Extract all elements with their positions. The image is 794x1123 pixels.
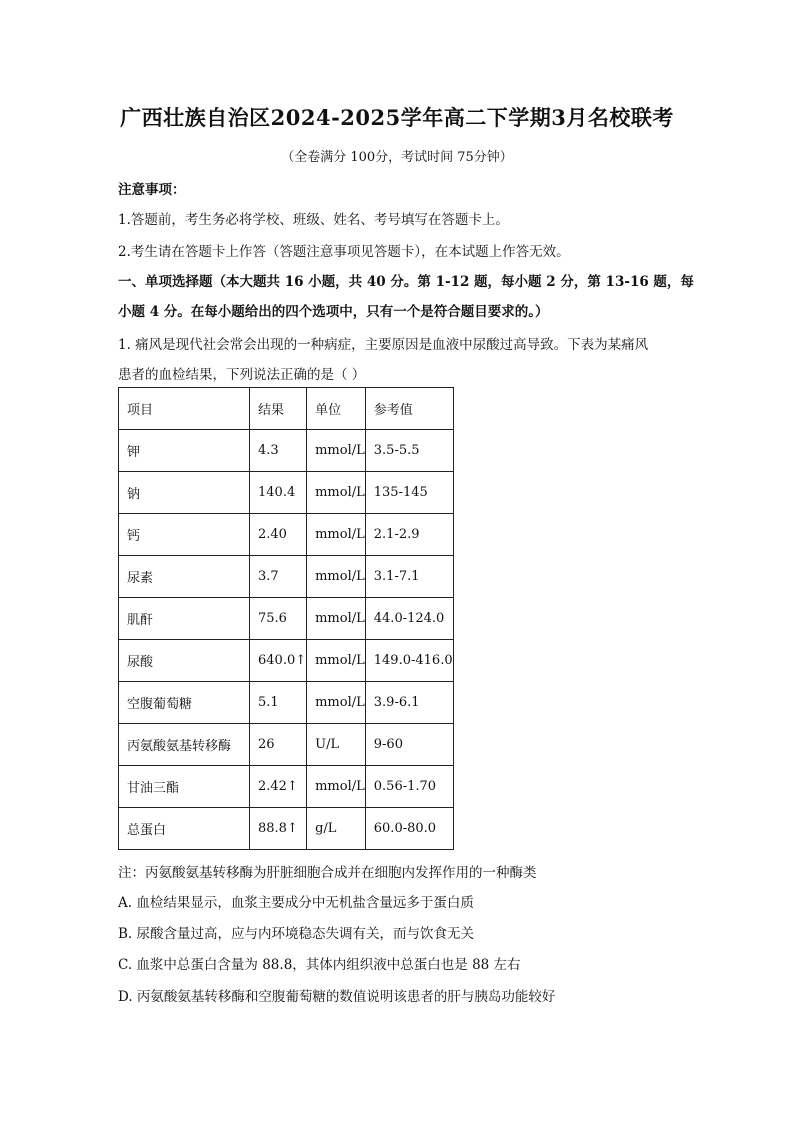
table-cell: 5.1 xyxy=(250,682,307,724)
table-cell: 钠 xyxy=(119,472,250,514)
table-header-cell: 单位 xyxy=(307,388,366,430)
table-cell: 9-60 xyxy=(365,724,453,766)
table-cell: 2.40 xyxy=(250,514,307,556)
section-heading-line2: 小题 4 分。在每小题给出的四个选项中，只有一个是符合题目要求的。） xyxy=(118,304,549,320)
table-cell: mmol/L xyxy=(307,514,366,556)
option-a: A. 血检结果显示，血浆主要成分中无机盐含量远多于蛋白质 xyxy=(118,895,474,911)
table-cell: 135-145 xyxy=(365,472,453,514)
page-title: 广西壮族自治区2024-2025学年高二下学期3月名校联考 xyxy=(120,105,674,130)
option-c: C. 血浆中总蛋白含量为 88.8，其体内组织液中总蛋白也是 88 左右 xyxy=(118,957,521,973)
table-note: 注：丙氨酸氨基转移酶为肝脏细胞合成并在细胞内发挥作用的一种酶类 xyxy=(118,865,537,881)
table-cell: 75.6 xyxy=(250,598,307,640)
table-cell: 3.1-7.1 xyxy=(365,556,453,598)
table-cell: mmol/L xyxy=(307,472,366,514)
table-cell: mmol/L xyxy=(307,556,366,598)
table-cell: 2.1-2.9 xyxy=(365,514,453,556)
table-row xyxy=(119,640,454,682)
table-row xyxy=(119,472,454,514)
table-cell: 140.4 xyxy=(250,472,307,514)
table-cell: 44.0-124.0 xyxy=(365,598,453,640)
table-header-cell: 参考值 xyxy=(365,388,453,430)
table-cell: 尿酸 xyxy=(119,640,250,682)
table-cell: 3.5-5.5 xyxy=(365,430,453,472)
table-row xyxy=(119,556,454,598)
table-row xyxy=(119,808,454,850)
table-cell: mmol/L xyxy=(307,430,366,472)
table-cell: 149.0-416.0 xyxy=(365,640,453,682)
blood-test-table xyxy=(118,387,454,850)
question-stem-line2: 患者的血检结果，下列说法正确的是（ ） xyxy=(118,367,366,383)
table-row xyxy=(119,430,454,472)
question-stem-line1: 1. 痛风是现代社会常会出现的一种病症，主要原因是血液中尿酸过高导致。下表为某痛风 xyxy=(118,337,649,353)
table-cell: 4.3 xyxy=(250,430,307,472)
table-header-cell: 项目 xyxy=(119,388,250,430)
table-cell: 尿素 xyxy=(119,556,250,598)
table-cell: mmol/L xyxy=(307,598,366,640)
table-cell: 88.8↑ xyxy=(250,808,307,850)
option-d: D. 丙氨酸氨基转移酶和空腹葡萄糖的数值说明该患者的肝与胰岛功能较好 xyxy=(118,989,556,1005)
table-cell: 钾 xyxy=(119,430,250,472)
table-cell: 肌酐 xyxy=(119,598,250,640)
exam-subtitle: （全卷满分 100分，考试时间 75分钟） xyxy=(281,150,513,165)
table-row xyxy=(119,682,454,724)
table-cell: 甘油三酯 xyxy=(119,766,250,808)
section-heading-line1: 一、单项选择题（本大题共 16 小题，共 40 分。第 1-12 题，每小题 2 分，第 13-16 题，每 xyxy=(118,274,694,290)
table-cell: 3.7 xyxy=(250,556,307,598)
table-cell: 60.0-80.0 xyxy=(365,808,453,850)
notice-item-2: 2.考生请在答题卡上作答（答题注意事项见答题卡），在本试题上作答无效。 xyxy=(118,244,570,260)
table-cell: mmol/L xyxy=(307,640,366,682)
table-cell: mmol/L xyxy=(307,682,366,724)
table-cell: 总蛋白 xyxy=(119,808,250,850)
option-b: B. 尿酸含量过高，应与内环境稳态失调有关，而与饮食无关 xyxy=(118,926,475,942)
table-cell: 丙氨酸氨基转移酶 xyxy=(119,724,250,766)
table-row xyxy=(119,598,454,640)
table-cell: 3.9-6.1 xyxy=(365,682,453,724)
table-row xyxy=(119,724,454,766)
table-cell: mmol/L xyxy=(307,766,366,808)
table-cell: 26 xyxy=(250,724,307,766)
table-row xyxy=(119,766,454,808)
notice-heading: 注意事项： xyxy=(118,182,186,198)
table-header-row xyxy=(119,388,454,430)
table-row xyxy=(119,514,454,556)
table-cell: 0.56-1.70 xyxy=(365,766,453,808)
table-cell: 钙 xyxy=(119,514,250,556)
table-cell: 640.0↑ xyxy=(250,640,307,682)
table-cell: g/L xyxy=(307,808,366,850)
table-cell: U/L xyxy=(307,724,366,766)
table-cell: 空腹葡萄糖 xyxy=(119,682,250,724)
table-header-cell: 结果 xyxy=(250,388,307,430)
table-cell: 2.42↑ xyxy=(250,766,307,808)
notice-item-1: 1.答题前，考生务必将学校、班级、姓名、考号填写在答题卡上。 xyxy=(118,212,509,228)
